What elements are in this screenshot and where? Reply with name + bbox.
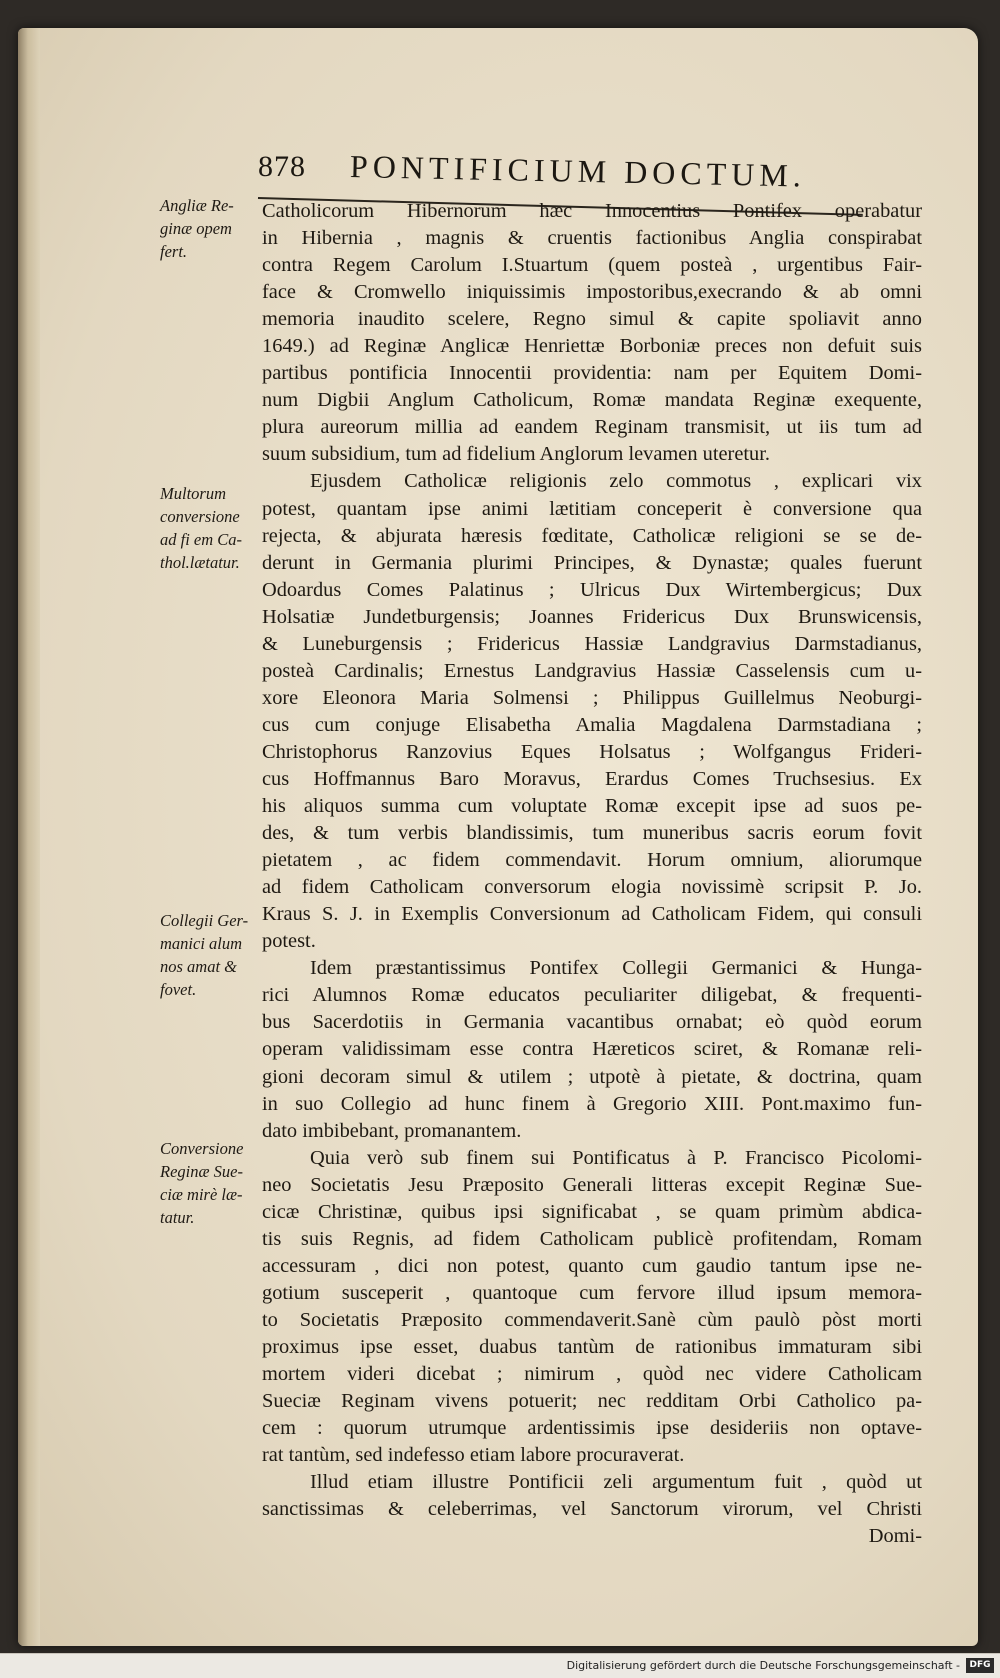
margin-note xyxy=(160,194,260,263)
text-line: dato imbibebant, promanantem. xyxy=(262,1119,522,1142)
text-line: plura aureorum millia ad eandem Reginam transmisit, ut iis tum ad xyxy=(262,416,922,439)
text-line: xore Eleonora Maria Solmensi ; Philippus Guillelmus Neoburgi- xyxy=(262,686,922,709)
text-line: mortem videri dicebat ; nimirum , quòd nec videre Catholicam xyxy=(262,1363,922,1386)
text-line: face & Cromwello iniquissimis impostoribus,execrando & ab omni xyxy=(262,281,922,304)
text-line: his aliquos summa cum voluptate Romæ excepit ipse ad suos pe- xyxy=(262,795,922,818)
text-line: des, & tum verbis blandissimis, tum muneribus sacris eorum fovit xyxy=(262,822,922,845)
main-text xyxy=(262,198,922,1550)
text-line: memoria inaudito scelere, Regno simul & capite spoliavit anno xyxy=(262,308,922,331)
text-line: bus Sacerdotiis in Germania vacantibus ornabat; eò quòd eorum xyxy=(262,1011,922,1034)
margin-note-line: conversione xyxy=(160,507,240,526)
text-line: cicæ Christinæ, quibus ipsi significabat , se quam primùm abdica- xyxy=(262,1200,922,1223)
margin-note-line: tatur. xyxy=(160,1208,195,1227)
text-line: Kraus S. J. in Exemplis Conversionum ad Catholicam Fidem, qui consuli xyxy=(262,903,922,926)
text-line: cus cum conjuge Elisabetha Amalia Magdalena Darmstadiana ; xyxy=(262,713,922,736)
text-line: pietatem , ac fidem commendavit. Horum omnium, aliorumque xyxy=(262,849,922,872)
text-line: & Luneburgensis ; Fridericus Hassiæ Landgravius Darmstadianus, xyxy=(262,632,922,655)
page-header xyxy=(258,150,878,194)
margin-note-line: ciæ mirè læ- xyxy=(160,1185,243,1204)
text-line: partibus pontificia Innocentii providentia: nam per Equitem Domi- xyxy=(262,362,922,385)
margin-note xyxy=(160,1137,260,1229)
margin-note-line: Reginæ Sue- xyxy=(160,1162,243,1181)
margin-note-line: fert. xyxy=(160,242,188,261)
margin-note-line: nos amat & xyxy=(160,957,238,976)
margin-note xyxy=(160,909,260,1001)
margin-note-line: thol.lætatur. xyxy=(160,553,240,572)
text-line: Catholicorum Hibernorum hæc Innocentius Pontifex operabatur xyxy=(262,200,922,222)
text-line: proximus ipse esset, duabus tantùm de rationibus immaturam sibi xyxy=(262,1335,922,1358)
text-line: tis suis Regnis, ad fidem Catholicam publicè profitendam, Romam xyxy=(262,1227,922,1250)
text-line: gotium susceperit , quantoque cum fervore illud ipsum memora- xyxy=(262,1281,922,1304)
margin-note-line: fovet. xyxy=(160,980,197,999)
text-line: rat tantùm, sed indefesso etiam labore procuraverat. xyxy=(262,1444,685,1467)
text-line: Christophorus Ranzovius Eques Holsatus ; Wolfgangus Frideri- xyxy=(262,740,922,763)
text-line: gioni decoram simul & utilem ; utpotè à pietate, & doctrina, quam xyxy=(262,1065,922,1088)
margin-note-line: manici alum xyxy=(160,934,243,953)
margin-note-line: Angliæ Re- xyxy=(160,196,234,215)
text-line: Illud etiam illustre Pontificii zeli argumentum fuit , quòd ut xyxy=(310,1471,922,1494)
text-line: rejecta, & abjurata hæresis fœditate, Catholicæ religioni se se de- xyxy=(262,524,922,547)
text-line: suum subsidium, tum ad fidelium Anglorum levamen uteretur. xyxy=(262,443,771,466)
running-head: PONTIFICIUM DOCTUM. xyxy=(349,148,807,194)
text-line: cem : quorum utrumque ardentissimis ipse desideriis non optave- xyxy=(262,1417,922,1440)
margin-note-line: Conversione xyxy=(160,1139,244,1158)
text-line: num Digbii Anglum Catholicum, Romæ mandata Reginæ exequente, xyxy=(262,389,922,412)
margin-note-line: Multorum xyxy=(160,484,226,503)
margin-note xyxy=(160,482,260,574)
text-line: 1649.) ad Reginæ Anglicæ Henriettæ Borboniæ preces non defuit suis xyxy=(262,335,922,358)
text-line: posteà Cardinalis; Ernestus Landgravius Hassiæ Casselensis cum u- xyxy=(262,659,922,682)
dfg-logo-icon: DFG xyxy=(966,1658,994,1673)
text-line: neo Societatis Jesu Præposito Generali litteras excepit Reginæ Sue- xyxy=(262,1173,922,1196)
text-line: accessuram , dici non potest, quanto cum gaudio tantum ipse ne- xyxy=(262,1254,922,1277)
text-line: to Societatis Præposito commendaverit.Sanè cùm paulò pòst morti xyxy=(262,1308,922,1331)
text-line: operam validissimam esse contra Hæreticos sciret, & Romanæ reli- xyxy=(262,1038,922,1061)
text-line: potest. xyxy=(262,930,316,953)
text-line: Ejusdem Catholicæ religionis zelo commotus , explicari vix xyxy=(310,470,922,493)
text-line: Idem præstantissimus Pontifex Collegii Germanici & Hunga- xyxy=(310,957,922,980)
text-line: derunt in Germania plurimi Principes, & Dynastæ; quales fuerunt xyxy=(262,551,922,574)
page-number: 878 xyxy=(258,150,306,183)
text-line: contra Regem Carolum I.Stuartum (quem posteà , urgentibus Fair- xyxy=(262,254,922,277)
margin-note-line: ad fi em Ca- xyxy=(160,530,243,549)
text-line: ad fidem Catholicam conversorum elogia novissimè scripsit P. Jo. xyxy=(262,876,922,899)
text-line: potest, quantam ipse animi lætitiam conceperit è conversione qua xyxy=(262,497,922,520)
text-line: Sueciæ Reginam vivens potuerit; nec redditam Orbi Catholico pa- xyxy=(262,1390,922,1413)
catchword: Domi- xyxy=(868,1525,922,1548)
footer-bar xyxy=(0,1653,1000,1678)
text-line: in suo Collegio ad hunc finem à Gregorio XIII. Pont.maximo fun- xyxy=(262,1092,922,1115)
text-line: rici Alumnos Romæ educatos peculiariter diligebat, & frequenti- xyxy=(262,984,922,1007)
text-line: Quia verò sub finem sui Pontificatus à P. Francisco Picolomi- xyxy=(310,1146,922,1169)
text-line: cus Hoffmannus Baro Moravus, Erardus Comes Truchsesius. Ex xyxy=(262,767,922,790)
text-line: in Hibernia , magnis & cruentis factionibus Anglia conspirabat xyxy=(262,227,922,250)
margin-note-line: Collegii Ger- xyxy=(160,911,249,930)
text-line: Holsatiæ Jundetburgensis; Joannes Fridericus Dux Brunswicensis, xyxy=(262,605,922,628)
page-edge xyxy=(18,28,40,1646)
footer-credit: Digitalisierung gefördert durch die Deutsche Forschungsgemeinschaft - xyxy=(566,1659,960,1672)
text-line: Odoardus Comes Palatinus ; Ulricus Dux Wirtembergicus; Dux xyxy=(262,578,922,601)
margin-note-line: ginæ opem xyxy=(160,219,232,238)
text-line: sanctissimas & celeberrimas, vel Sanctorum virorum, vel Christi xyxy=(262,1498,922,1521)
